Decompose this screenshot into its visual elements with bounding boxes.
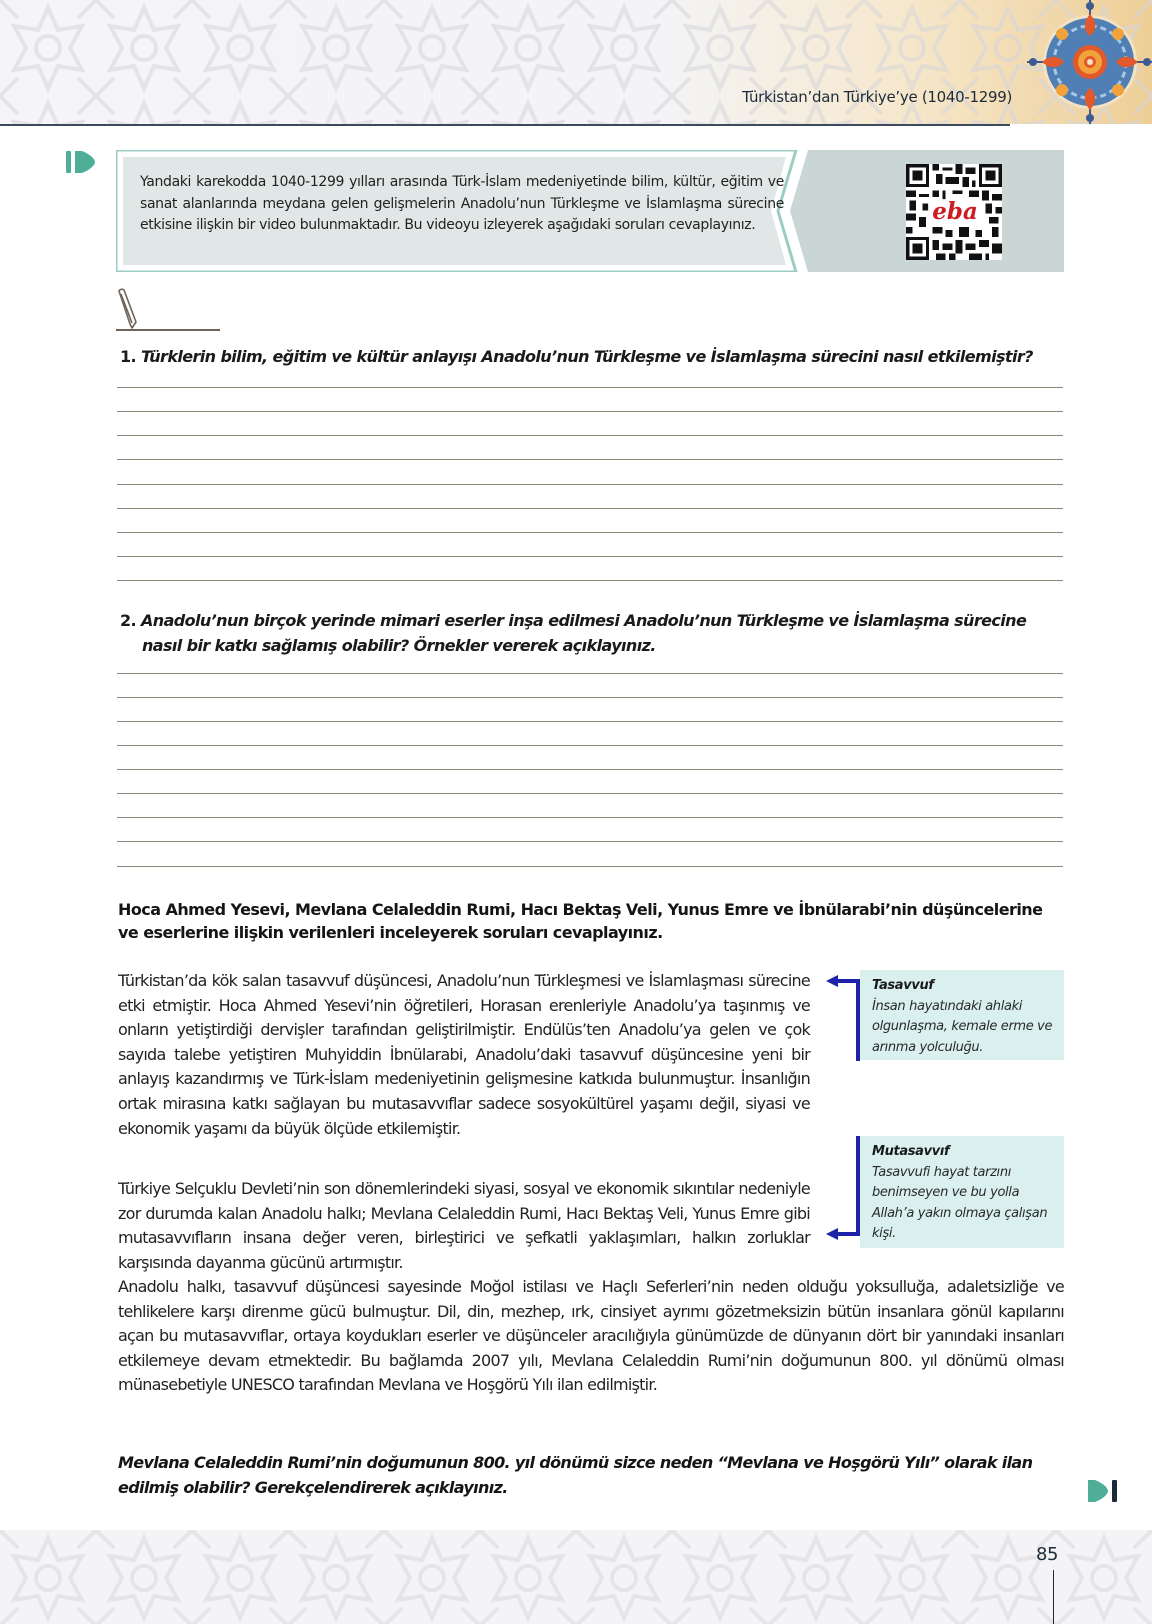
arrow-left-icon — [826, 975, 862, 1061]
question-number: 2. — [120, 611, 137, 630]
section-end-marker-icon — [1088, 1479, 1118, 1503]
running-title: Türkistan’dan Türkiye’ye (1040-1299) — [742, 88, 1012, 106]
question-number: 1. — [120, 347, 137, 366]
intro-instruction-text: Yandaki karekodda 1040-1299 yılları arasında Türk-İslam medeniyetinde bilim, kültür, eğitim ve sanat alanlarında meydana gelen gelişmelerin Anadolu’nun Türkleşme ve İslamlaşma sürecine etkisine ilişkin bir video bulunmaktadır. Bu videoyu izleyerek aşağıdaki soruları cevaplayınız. — [140, 174, 784, 233]
glossary-tasavvuf — [860, 970, 1064, 1060]
glossary-mutasavvif — [860, 1136, 1064, 1248]
page-number-rule — [1053, 1570, 1054, 1624]
question-text-line1: Anadolu’nun birçok yerinde mimari eserler inşa edilmesi Anadolu’nun Türkleşme ve İslamlaşma sürecine — [141, 611, 1027, 630]
glossary-term: Tasavvuf — [872, 978, 934, 993]
paragraph-2: Türkiye Selçuklu Devleti’nin son dönemlerindeki siyasi, sosyal ve ekonomik sıkıntılar nedeniyle zor durumda kalan Anadolu halkı; Mevlana Celaleddin Rumi, Hacı Bektaş Veli, Yunus Emre gibi mutasavvıfların insana değer veren, birleştirici ve şefkatli yaklaşımları, halkın zorluklar karşısında dayanma gücünü artırmıştır. — [118, 1179, 810, 1272]
question-text-line2: nasıl bir katkı sağlamış olabilir? Örnekler vererek açıklayınız. — [142, 636, 656, 655]
page-number: 85 — [1036, 1544, 1058, 1565]
glossary-term: Mutasavvıf — [872, 1144, 950, 1159]
geometric-pattern-background — [0, 1530, 1152, 1624]
eba-logo: eba — [928, 199, 982, 225]
arrow-left-icon — [826, 1136, 862, 1242]
glossary-definition: Tasavvufi hayat tarzını benimseyen ve bu yolla Allah’a yakın olmaya çalışan kişi. — [872, 1164, 1048, 1241]
section-start-marker-icon — [66, 150, 96, 174]
glossary-definition: İnsan hayatındaki ahlaki olgunlaşma, kemale erme ve arınma yolculuğu. — [872, 998, 1053, 1055]
section-heading: Hoca Ahmed Yesevi, Mevlana Celaleddin Rumi, Hacı Bektaş Veli, Yunus Emre ve İbnülarabi’nin düşüncelerine ve eserlerine ilişkin verilenleri inceleyerek soruları cevaplayınız. — [118, 900, 1043, 942]
question-2 — [120, 608, 1070, 658]
question-text: Türklerin bilim, eğitim ve kültür anlayışı Anadolu’nun Türkleşme ve İslamlaşma sürecini nasıl etkilemiştir? — [141, 347, 1033, 366]
paragraph-3: Anadolu halkı, tasavvuf düşüncesi sayesinde Moğol istilası ve Haçlı Seferleri’nin neden olduğu yoksulluğa, adaletsizliğe ve tehlikelere karşı direnme gücü bulmuştur. Dil, din, mezhep, ırk, cinsiyet ayrımı gözetmeksizin bütün insanlara gönül kapılarını açan bu mutasavvıflar, ortaya koydukları eserler ve düşünceler aracılığıyla günümüzde de dünyanın dört bir yanındaki insanları etkilemeye devam etmektedir. Bu bağlamda 2007 yılı, Mevlana Celaleddin Rumi’nin doğumunun 800. yıl dönümü olması münasebetiyle UNESCO tarafından Mevlana ve Hoşgörü Yılı ilan edilmiştir. — [118, 1277, 1064, 1395]
footer-band — [0, 1530, 1152, 1624]
header-rule — [0, 124, 1010, 126]
rosette-ornament-icon — [1027, 0, 1152, 124]
question-1 — [120, 344, 1070, 369]
final-question: Mevlana Celaleddin Rumi’nin doğumunun 800. yıl dönümü sizce neden “Mevlana ve Hoşgörü Yılı” olarak ilan edilmiş olabilir? Gerekçelendirerek açıklayınız. — [118, 1453, 1033, 1497]
paragraph-1: Türkistan’da kök salan tasavvuf düşüncesi, Anadolu’nun Türkleşmesi ve İslamlaşması sürecine etki etmiştir. Hoca Ahmed Yesevi’nin öğretileri, Horasan erenleriyle Anadolu’ya taşınmış ve onların yetiştirdiği dervişler tarafından geliştirilmiştir. Endülüs’ten Anadolu’ya gelen ve çok sayıda talebe yetiştiren Muhyiddin İbnülarabi, Anadolu’daki tasavvuf düşüncesine yeni bir anlayış kazandırmış ve Türk-İslam medeniyetinin gelişmesine katkıda bulunmuştur. İnsanlığın ortak mirasına katkı sağlayan bu mutasavvıflar sadece sosyokültürel yaşamı değil, siyasi ve ekonomik yaşamı da büyük ölçüde etkilemiştir. — [118, 971, 810, 1138]
pencil-icon — [116, 288, 220, 332]
